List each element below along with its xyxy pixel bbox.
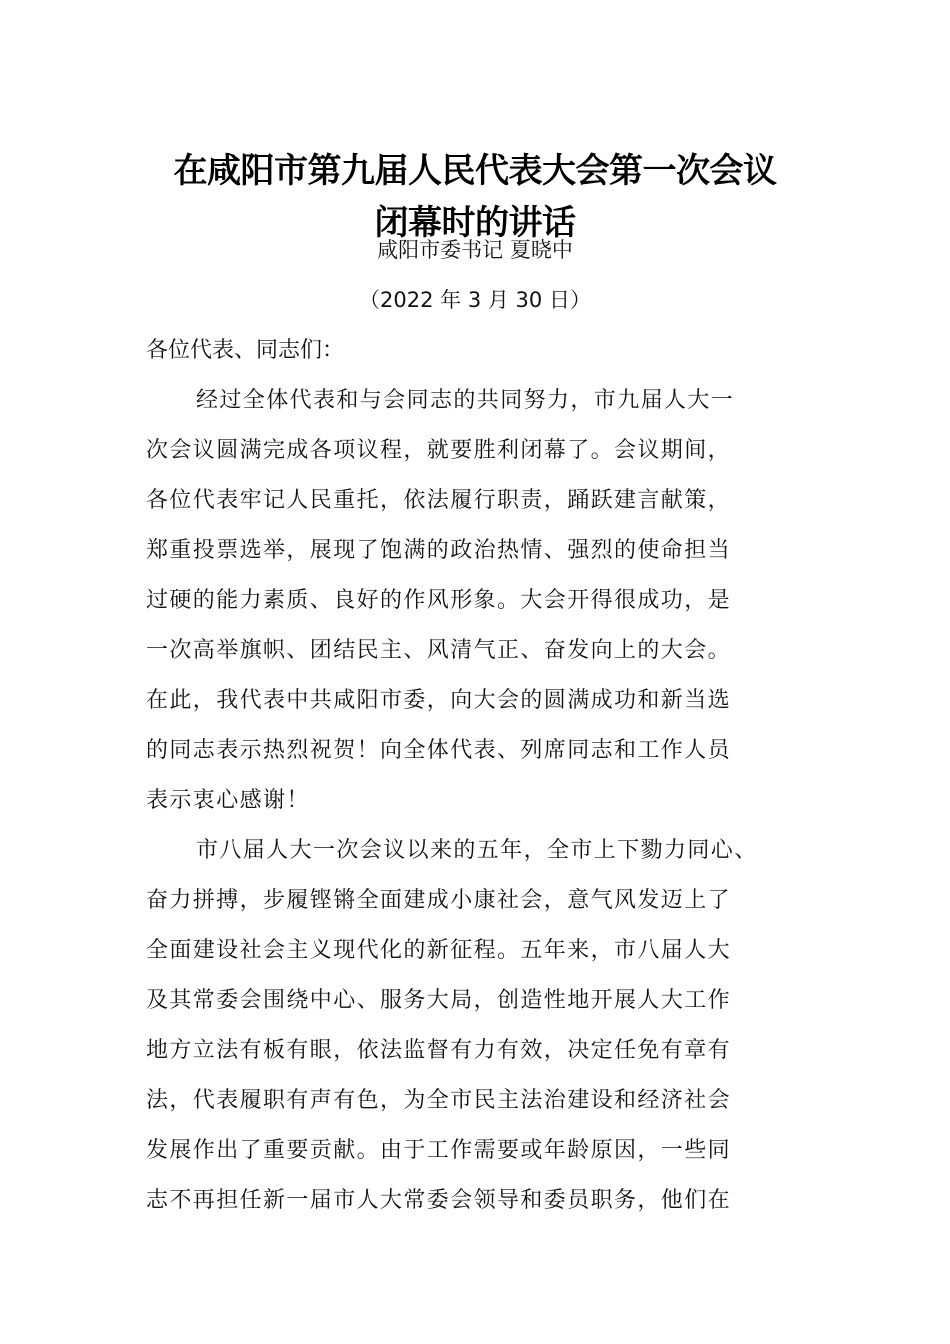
author-byline: 咸阳市委书记 夏晓中 bbox=[377, 238, 573, 262]
paragraph-2-line-1: 市八届人大一次会议以来的五年，全市上下勠力同心、 bbox=[196, 838, 758, 863]
paragraph-2-line-2: 奋力拼搏，步履铿锵全面建成小康社会，意气风发迈上了 bbox=[146, 888, 732, 913]
salutation: 各位代表、同志们： bbox=[146, 338, 345, 363]
paragraph-2-line-6: 法，代表履职有声有色，为全市民主法治建设和经济社会 bbox=[146, 1088, 732, 1113]
document-title-line-2: 闭幕时的讲话 bbox=[374, 202, 576, 243]
paragraph-1-line-6: 一次高举旗帜、团结民主、风清气正、奋发向上的大会。 bbox=[146, 638, 732, 663]
paragraph-1-line-5: 过硬的能力素质、良好的作风形象。大会开得很成功，是 bbox=[146, 588, 732, 613]
paragraph-2-line-8: 志不再担任新一届市人大常委会领导和委员职务，他们在 bbox=[146, 1188, 732, 1213]
paragraph-2-line-3: 全面建设社会主义现代化的新征程。五年来，市八届人大 bbox=[146, 938, 732, 963]
paragraph-1-line-4: 郑重投票选举，展现了饱满的政治热情、强烈的使命担当 bbox=[146, 538, 732, 563]
paragraph-2-line-5: 地方立法有板有眼，依法监督有力有效，决定任免有章有 bbox=[146, 1038, 732, 1063]
paragraph-1-line-3: 各位代表牢记人民重托，依法履行职责，踊跃建言献策， bbox=[146, 488, 732, 513]
document-title-line-1: 在咸阳市第九届人民代表大会第一次会议 bbox=[173, 150, 777, 191]
paragraph-2-line-7: 发展作出了重要贡献。由于工作需要或年龄原因，一些同 bbox=[146, 1138, 732, 1163]
paragraph-1-line-2: 次会议圆满完成各项议程，就要胜利闭幕了。会议期间， bbox=[146, 438, 732, 463]
paragraph-2-line-4: 及其常委会围绕中心、服务大局，创造性地开展人大工作 bbox=[146, 988, 732, 1013]
paragraph-1-line-9: 表示衷心感谢！ bbox=[146, 788, 310, 813]
speech-date: （2022 年 3 月 30 日） bbox=[359, 288, 591, 312]
paragraph-1-line-7: 在此，我代表中共咸阳市委，向大会的圆满成功和新当选 bbox=[146, 688, 732, 713]
paragraph-1-line-8: 的同志表示热烈祝贺！向全体代表、列席同志和工作人员 bbox=[146, 738, 732, 763]
paragraph-1-line-1: 经过全体代表和与会同志的共同努力，市九届人大一 bbox=[196, 388, 735, 413]
